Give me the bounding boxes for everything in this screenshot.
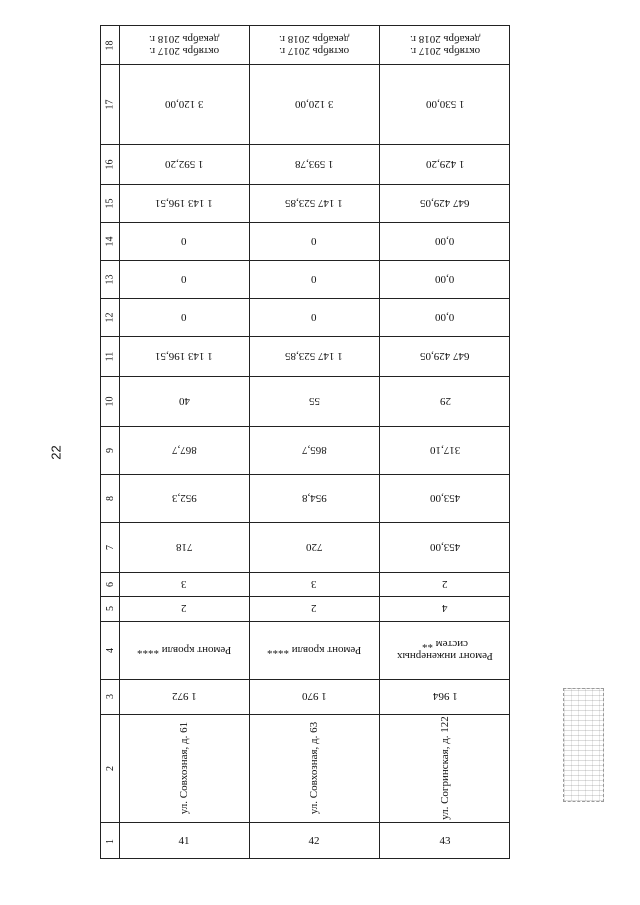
stamp-mark — [563, 688, 604, 802]
table-cell-c16 — [379, 144, 511, 184]
table-cell-year-text: 1 972 — [171, 690, 197, 703]
column-number — [101, 144, 119, 184]
table-cell-address — [249, 714, 379, 822]
table-cell-c12-text: 0 — [311, 311, 317, 324]
table-cell-c17-text: 3 120,00 — [164, 98, 204, 111]
table-cell-c15-text: 647 429,05 — [420, 197, 470, 210]
table-cell-c12-text: 0,00 — [435, 311, 455, 324]
column-number-text: 18 — [104, 40, 116, 50]
table-cell-c15-text: 1 143 196,51 — [155, 197, 213, 210]
column-number — [101, 298, 119, 336]
table-cell-year-text: 1 964 — [432, 690, 458, 703]
table-cell-c10 — [119, 376, 249, 426]
column-number-text: 12 — [104, 312, 116, 322]
table-cell-c14 — [119, 222, 249, 260]
table-cell-c11-text: 647 429,05 — [420, 350, 470, 363]
column-number-text: 14 — [104, 236, 116, 246]
table-cell-c16 — [249, 144, 379, 184]
table-cell-n-text: 42 — [308, 834, 320, 847]
table-cell-c6-text: 3 — [181, 578, 187, 591]
table-cell-n — [249, 822, 379, 860]
column-number-text: 7 — [104, 544, 116, 550]
table-cell-c13 — [379, 260, 511, 298]
table-cell-work-text: Ремонт кровли **** — [266, 644, 362, 657]
table-cell-c6-text: 3 — [311, 578, 317, 591]
table-cell-c7 — [249, 522, 379, 572]
table-cell-c12-text: 0 — [181, 311, 187, 324]
table-cell-c10-text: 55 — [308, 395, 320, 408]
table-cell-c14-text: 0 — [181, 235, 187, 248]
table-cell-c8-text: 453,00 — [429, 492, 461, 505]
column-number — [101, 572, 119, 596]
column-number — [101, 714, 119, 822]
table-cell-c10-text: 40 — [178, 395, 190, 408]
table-cell-c12 — [249, 298, 379, 336]
table-cell-c11-text: 1 147 523,85 — [285, 350, 343, 363]
column-number — [101, 679, 119, 714]
table-cell-address-text: ул. Совхозная, д. 61 — [177, 721, 190, 815]
column-number-text: 13 — [104, 274, 116, 284]
column-number-text: 3 — [104, 694, 116, 699]
table-cell-c6 — [119, 572, 249, 596]
table-cell-c10 — [379, 376, 511, 426]
table-cell-c18 — [249, 26, 379, 64]
table-cell-c17-text: 3 120,00 — [294, 98, 334, 111]
table-cell-c6-text: 2 — [442, 578, 448, 591]
column-number — [101, 474, 119, 522]
table-cell-work-text: Ремонт кровли **** — [136, 644, 232, 657]
column-number-text: 9 — [104, 447, 116, 453]
column-number — [101, 26, 119, 64]
table-cell-c13-text: 0 — [311, 273, 317, 286]
table-cell-c8 — [119, 474, 249, 522]
repair-table — [100, 25, 510, 859]
table-cell-c9-text: 867,7 — [171, 444, 197, 457]
column-number — [101, 184, 119, 222]
page-number: 22 — [48, 445, 64, 460]
table-cell-c11 — [249, 336, 379, 376]
table-cell-c9-text: 865,7 — [301, 444, 327, 457]
table-cell-c5 — [379, 596, 511, 621]
column-number-text: 17 — [104, 99, 116, 109]
table-cell-c5 — [119, 596, 249, 621]
table-cell-c13-text: 0 — [181, 273, 187, 286]
column-number — [101, 596, 119, 621]
table-cell-c18-text: октябрь 2017 г. декабрь 2018 г. — [148, 33, 220, 58]
table-cell-c7 — [379, 522, 511, 572]
table-cell-c12 — [119, 298, 249, 336]
table-cell-c13 — [249, 260, 379, 298]
table-cell-c11 — [379, 336, 511, 376]
column-number — [101, 260, 119, 298]
table-cell-c18-text: октябрь 2017 г. декабрь 2018 г. — [409, 33, 481, 58]
table-cell-c18 — [119, 26, 249, 64]
table-cell-work-text: Ремонт инженерных систем ** — [397, 638, 493, 663]
table-cell-c6 — [379, 572, 511, 596]
table-cell-address-text: ул. Совхозная, д. 63 — [307, 721, 320, 815]
table-cell-c8 — [249, 474, 379, 522]
column-number-text: 15 — [104, 198, 116, 208]
table-cell-work — [379, 621, 511, 679]
table-cell-c15 — [249, 184, 379, 222]
table-cell-c17 — [119, 64, 249, 144]
table-cell-work — [119, 621, 249, 679]
table-cell-address-text: ул. Согринская, д. 122 — [438, 716, 451, 820]
table-cell-c11 — [119, 336, 249, 376]
table-cell-c5-text: 2 — [181, 602, 187, 615]
column-number — [101, 621, 119, 679]
table-cell-c5-text: 4 — [442, 602, 448, 615]
table-cell-c13 — [119, 260, 249, 298]
table-cell-c14 — [379, 222, 511, 260]
table-cell-c14-text: 0,00 — [435, 235, 455, 248]
table-cell-year — [249, 679, 379, 714]
table-cell-work — [249, 621, 379, 679]
table-cell-c5-text: 2 — [311, 602, 317, 615]
table-cell-c18 — [379, 26, 511, 64]
table-cell-address — [379, 714, 511, 822]
table-cell-c17 — [379, 64, 511, 144]
table-cell-c6 — [249, 572, 379, 596]
table-cell-c14 — [249, 222, 379, 260]
table-cell-c9 — [379, 426, 511, 474]
table-cell-c7-text: 720 — [305, 541, 323, 554]
table-cell-address — [119, 714, 249, 822]
table-cell-c15-text: 1 147 523,85 — [285, 197, 343, 210]
table-cell-c16-text: 1 592,20 — [164, 158, 204, 171]
column-number-text: 5 — [104, 606, 116, 611]
column-number — [101, 522, 119, 572]
table-cell-n — [119, 822, 249, 860]
table-cell-c7-text: 718 — [175, 541, 193, 554]
table-cell-c15 — [379, 184, 511, 222]
column-number-text: 4 — [104, 647, 116, 653]
table-cell-c11-text: 1 143 196,51 — [155, 350, 213, 363]
table-cell-year — [379, 679, 511, 714]
table-cell-year — [119, 679, 249, 714]
table-cell-c9 — [249, 426, 379, 474]
column-number-text: 6 — [104, 581, 116, 587]
column-number-text: 11 — [104, 351, 116, 361]
column-number — [101, 376, 119, 426]
table-cell-c17 — [249, 64, 379, 144]
column-number — [101, 64, 119, 144]
table-cell-c17-text: 1 530,00 — [425, 98, 465, 111]
column-number — [101, 426, 119, 474]
table-cell-c5 — [249, 596, 379, 621]
table-cell-c18-text: октябрь 2017 г. декабрь 2018 г. — [278, 33, 350, 58]
table-cell-c15 — [119, 184, 249, 222]
table-cell-n-text: 43 — [439, 834, 451, 847]
table-cell-c12 — [379, 298, 511, 336]
table-cell-c8 — [379, 474, 511, 522]
table-cell-c16 — [119, 144, 249, 184]
table-cell-c13-text: 0,00 — [435, 273, 455, 286]
column-number — [101, 336, 119, 376]
column-number-text: 8 — [104, 495, 116, 501]
table-cell-c10-text: 29 — [439, 395, 451, 408]
table-cell-n — [379, 822, 511, 860]
table-cell-c16-text: 1 429,20 — [425, 158, 465, 171]
table-cell-c7 — [119, 522, 249, 572]
column-number-text: 2 — [104, 765, 116, 771]
table-cell-c16-text: 1 593,78 — [294, 158, 334, 171]
table-cell-c14-text: 0 — [311, 235, 317, 248]
column-number-text: 1 — [104, 838, 116, 844]
table-cell-c9 — [119, 426, 249, 474]
table-cell-c8-text: 952,3 — [171, 492, 197, 505]
table-cell-c7-text: 453,00 — [429, 541, 461, 554]
table-cell-c8-text: 954,8 — [301, 492, 327, 505]
table-cell-c9-text: 317,10 — [429, 444, 461, 457]
column-number-text: 10 — [104, 396, 116, 406]
table-cell-n-text: 41 — [178, 834, 190, 847]
column-number-text: 16 — [104, 159, 116, 169]
table-cell-c10 — [249, 376, 379, 426]
column-number — [101, 822, 119, 860]
table-cell-year-text: 1 970 — [301, 690, 327, 703]
column-number — [101, 222, 119, 260]
